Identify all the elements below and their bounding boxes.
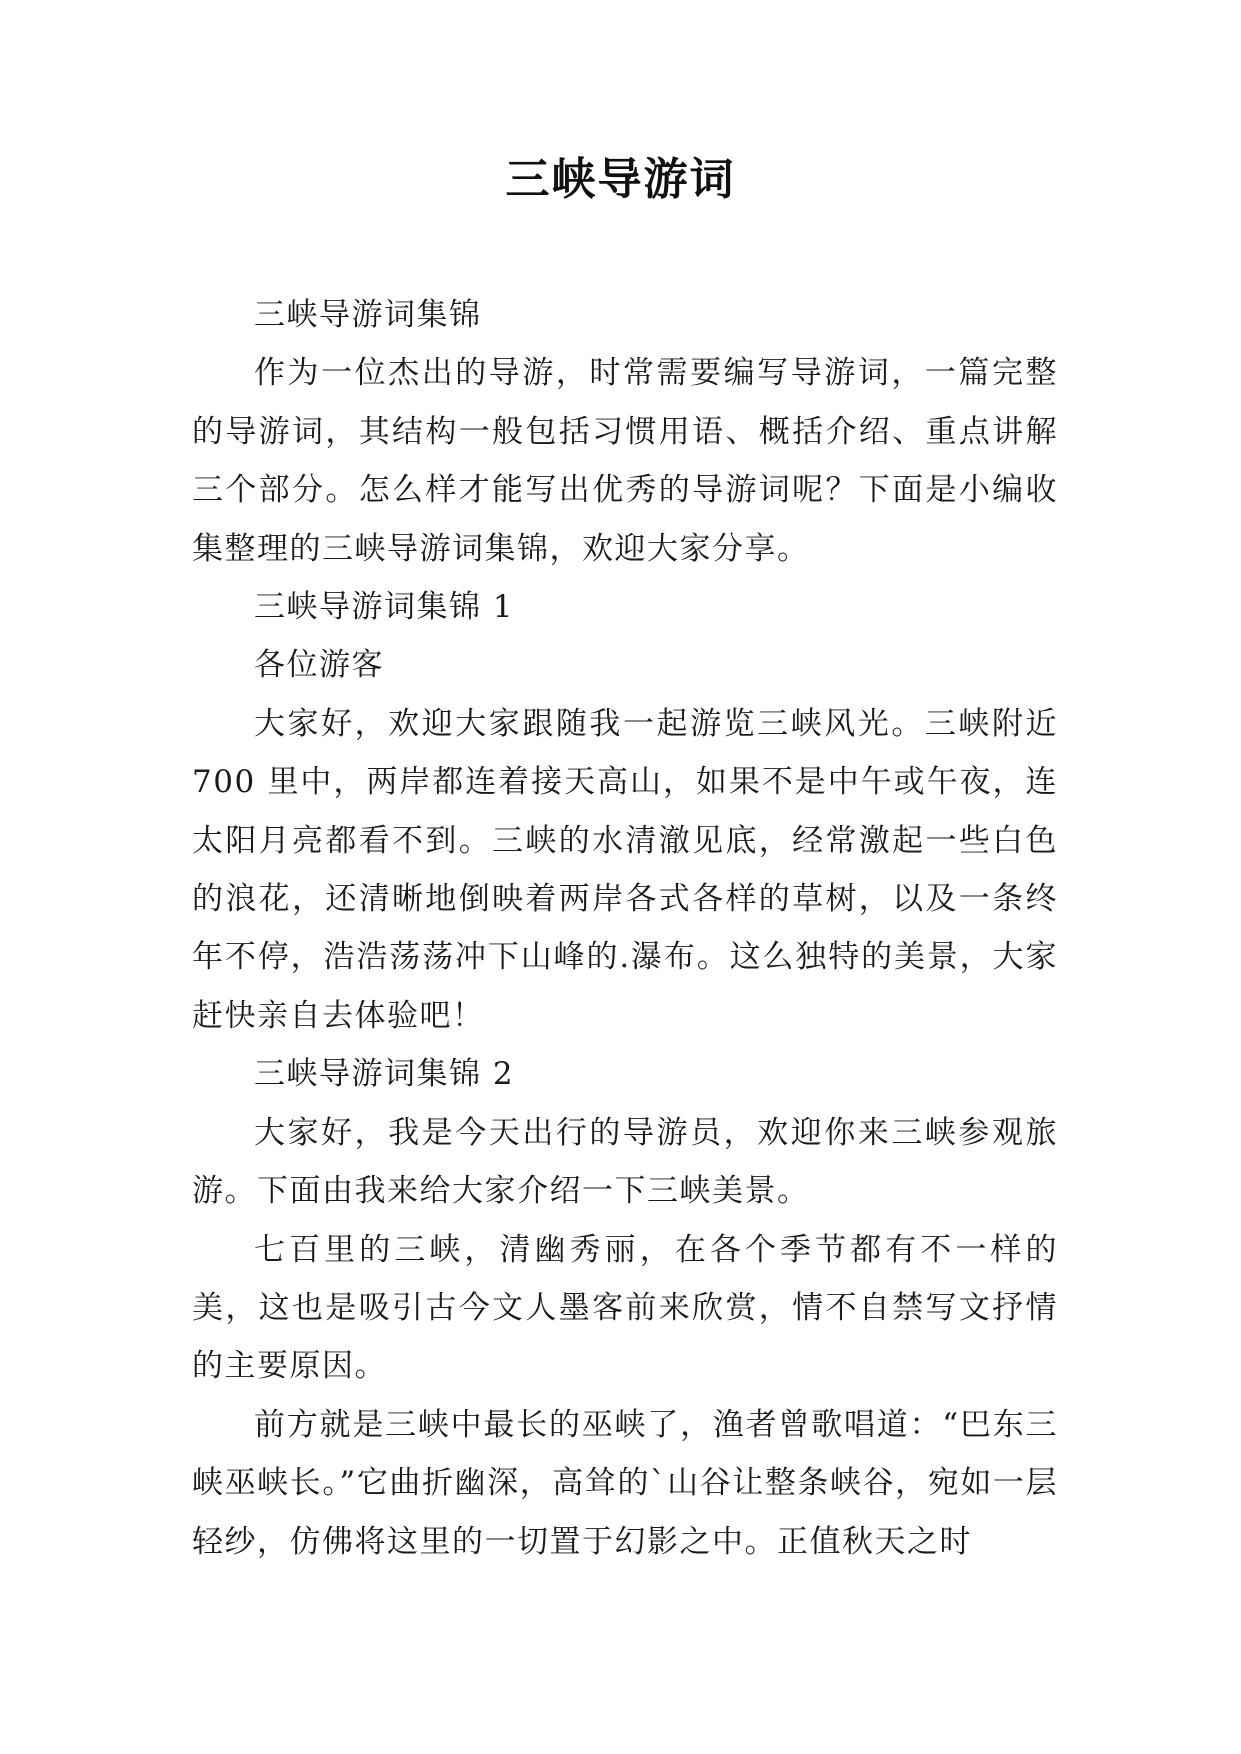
paragraph-collection-heading: 三峡导游词集锦 [254,297,482,333]
paragraph-section-heading-2: 三峡导游词集锦 2 [254,1056,515,1093]
document-body [192,286,1058,1571]
paragraph-section-heading-1: 三峡导游词集锦 1 [254,589,515,626]
paragraph-section-2-body-1: 七百里的三峡，清幽秀丽，在各个季节都有不一样的美，这也是吸引古今文人墨客前来欣赏，情不自禁写文抒情的主要原因。 [192,1231,1058,1385]
paragraph-section-1-body: 大家好，欢迎大家跟随我一起游览三峡风光。三峡附近 700 里中，两岸都连着接天高山，如果不是中午或午夜，连太阳月亮都看不到。三峡的水清澈见底，经常激起一些白色的浪花，还清晰地倒映着两岸各式各样的草树，以及一条终年不停，浩浩荡荡冲下山峰的.瀑布。这么独特的美景，大家赶快亲自去体验吧！ [192,705,1058,1034]
paragraph-section-2-body-2: 前方就是三峡中最长的巫峡了，渔者曾歌唱道：“巴东三峡巫峡长。”它曲折幽深，高耸的`山谷让整条峡谷，宛如一层轻纱，仿佛将这里的一切置于幻影之中。正值秋天之时 [192,1406,1058,1560]
paragraph-greeting: 各位游客 [254,647,384,684]
paragraph-section-2-intro: 大家好，我是今天出行的导游员，欢迎你来三峡参观旅游。下面由我来给大家介绍一下三峡美景。 [192,1114,1058,1210]
document-title: 三峡导游词 [505,154,736,205]
paragraph-introduction: 作为一位杰出的导游，时常需要编写导游词，一篇完整的导游词，其结构一般包括习惯用语、概括介绍、重点讲解三个部分。怎么样才能写出优秀的导游词呢？下面是小编收集整理的三峡导游词集锦，欢迎大家分享。 [192,355,1058,567]
